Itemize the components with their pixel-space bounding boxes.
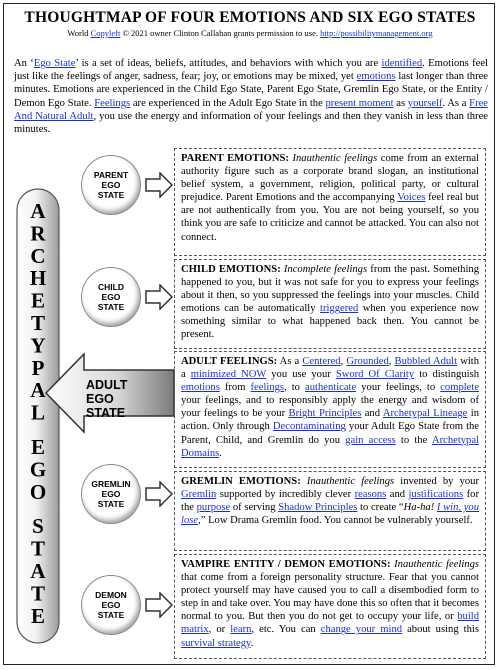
- archetypal-lineage-link[interactable]: Archetypal Lineage: [382, 408, 468, 420]
- child-arrow-icon: [145, 284, 173, 310]
- authenticate-link[interactable]: authenticate: [305, 382, 357, 394]
- website-link[interactable]: http://possibilitymanagement.org: [320, 28, 433, 38]
- adult-feelings-box: ADULT FEELINGS: As a Centered, Grounded, Bubbled Adult with a minimized NOW you use your Sword Of Clarity to distinguish emotions from feelings, to authenticate your feelings, to complete your feelings, and to responsibly apply the energy and wisdom of your feelings to be your Bright Principles and Archetypal Lineage in action. Only through Decontaminating your Adult Ego State from the Parent, Child, and Gremlin do you gain access to the Archetypal Domains.: [174, 351, 486, 468]
- gremlin-arrow-icon: [145, 481, 173, 507]
- complete-link[interactable]: complete: [440, 382, 480, 394]
- gremlin-ego-state-circle: GREMLIN EGO STATE: [82, 465, 140, 523]
- archetypal-letter: E: [30, 603, 46, 628]
- adult-ego-state-label: ADULT EGO STATE: [86, 378, 128, 420]
- archetypal-letter: E: [30, 435, 46, 459]
- purpose-link[interactable]: purpose: [196, 502, 231, 514]
- i-win-you-lose-link[interactable]: I win, you lose: [181, 502, 480, 527]
- emotions-link-2[interactable]: emotions: [181, 382, 220, 394]
- copyleft-link[interactable]: Copyleft: [90, 28, 121, 38]
- child-ego-state-circle: CHILD EGO STATE: [82, 268, 140, 326]
- decontaminating-link[interactable]: Decontaminating: [272, 421, 346, 433]
- build-matrix-link[interactable]: build matrix: [181, 611, 479, 636]
- archetypal-letter: H: [29, 266, 47, 291]
- archetypal-letter: E: [30, 288, 46, 313]
- feelings-link[interactable]: Feelings: [94, 97, 131, 109]
- learn-link[interactable]: learn: [230, 624, 252, 636]
- gremlin-link[interactable]: Gremlin: [181, 489, 217, 501]
- page-title: THOUGHTMAP OF FOUR EMOTIONS AND SIX EGO STATES: [24, 9, 476, 26]
- justifications-link[interactable]: justifications: [408, 489, 464, 501]
- archetypal-letter: P: [31, 355, 45, 380]
- archetypal-letter: A: [30, 199, 46, 223]
- archetypal-letter: Y: [30, 333, 46, 358]
- bright-principles-link[interactable]: Bright Principles: [288, 408, 362, 420]
- archetypal-letter: A: [30, 559, 46, 583]
- parent-emotions-box: PARENT EMOTIONS: Inauthentic feelings come from an external authority figure such as a corporate brand slogan, an institutional belief system, a government, religion, political party, or cultural prejudice. Parent Emotions and the accompanying Voices feel real but are not authentically from you. You are not being yourself, so you think you are safe to criticize and cannot be attacked. You can also not connect.: [174, 148, 486, 256]
- archetypal-letter: O: [29, 479, 47, 504]
- free-natural-adult-link[interactable]: Free And Natural Adult: [14, 97, 488, 122]
- archetypal-letter: S: [32, 514, 44, 539]
- centered-link[interactable]: Centered: [302, 356, 341, 367]
- bubbled-adult-link[interactable]: Bubbled Adult: [394, 356, 458, 367]
- archetypal-letter: T: [30, 581, 46, 606]
- grounded-link[interactable]: Grounded: [346, 356, 389, 367]
- archetypal-letter: R: [30, 221, 46, 246]
- intro-paragraph: An ‘Ego State’ is a set of ideas, beliefs, attitudes, and behaviors with which you are identified. Emotions feel just like the feelings of anger, sadness, fear; joy, or emotions may be mixed, yet emotions last longer than three minutes. Emotions are experienced in the Child Ego State, Parent Ego State, Gremlin Ego State, or the Entity / Demon Ego State. Feelings are experienced in the Adult Ego State in the present moment as yourself. As a Free And Natural Adult, you use the energy and information of your feelings and then they vanish in less than three minutes.: [14, 58, 489, 136]
- archetypal-letter: A: [30, 378, 46, 403]
- feelings-link-2[interactable]: feelings: [250, 382, 285, 394]
- shadow-principles-link[interactable]: Shadow Principles: [278, 502, 358, 514]
- emotions-link[interactable]: emotions: [356, 71, 396, 83]
- gremlin-emotions-box: GREMLIN EMOTIONS: Inauthentic feelings invented by your Gremlin supported by incredibly clever reasons and justifications for the purpose of serving Shadow Principles to create “Ha-ha! I win, you lose,” Low Drama Gremlin food. You cannot be vulnerably yourself.: [174, 471, 486, 551]
- reasons-link[interactable]: reasons: [354, 489, 387, 501]
- triggered-link[interactable]: triggered: [320, 303, 359, 315]
- minimized-now-link[interactable]: minimized NOW: [190, 369, 267, 381]
- yourself-link[interactable]: yourself: [407, 97, 443, 109]
- present-moment-link[interactable]: present moment: [325, 97, 394, 109]
- gain-access-link[interactable]: gain access: [345, 434, 396, 446]
- change-your-mind-link[interactable]: change your mind: [320, 624, 403, 636]
- ego-state-link[interactable]: Ego State: [33, 58, 76, 69]
- child-emotions-box: CHILD EMOTIONS: Incomplete feelings from the past. Something happened to you, but it was not safe for you to express your feelings about it then, so you suppressed the feelings into your muscles. Child emotions can be automatically triggered when you experience now something similar to what happened back then. You cannot be present.: [174, 259, 486, 349]
- archetypal-letter: T: [30, 536, 46, 561]
- vampire-entity-box: VAMPIRE ENTITY / DEMON EMOTIONS: Inauthentic feelings that come from a foreign personality structure. Fear that you cannot protect yourself may have caused you to call a disembodied form to step in and take over. You may have done this so often that it becomes normal to you. But then you do not get to occupy your life, or build matrix, or learn, etc. You can change your mind about using this survival strategy.: [174, 554, 486, 659]
- survival-strategy-link[interactable]: survival strategy: [181, 637, 251, 649]
- archetypal-domains-link[interactable]: Archetypal Domains: [181, 434, 479, 459]
- archetypal-letter: G: [29, 457, 47, 482]
- copyright-line: World Copyleft © 2021 owner Clinton Callahan grants permission to use. http://possibilitymanagement.org: [67, 28, 433, 38]
- voices-link[interactable]: Voices: [397, 192, 426, 204]
- archetypal-letter: T: [30, 311, 46, 335]
- parent-arrow-icon: [145, 172, 173, 198]
- archetypal-letter: C: [30, 243, 46, 268]
- identified-link[interactable]: identified: [381, 58, 423, 69]
- parent-ego-state-circle: PARENT EGO STATE: [82, 156, 140, 214]
- demon-arrow-icon: [145, 592, 173, 618]
- archetypal-letter: L: [30, 400, 46, 425]
- demon-ego-state-circle: DEMON EGO STATE: [82, 576, 140, 634]
- sword-of-clarity-link[interactable]: Sword Of Clarity: [335, 369, 415, 381]
